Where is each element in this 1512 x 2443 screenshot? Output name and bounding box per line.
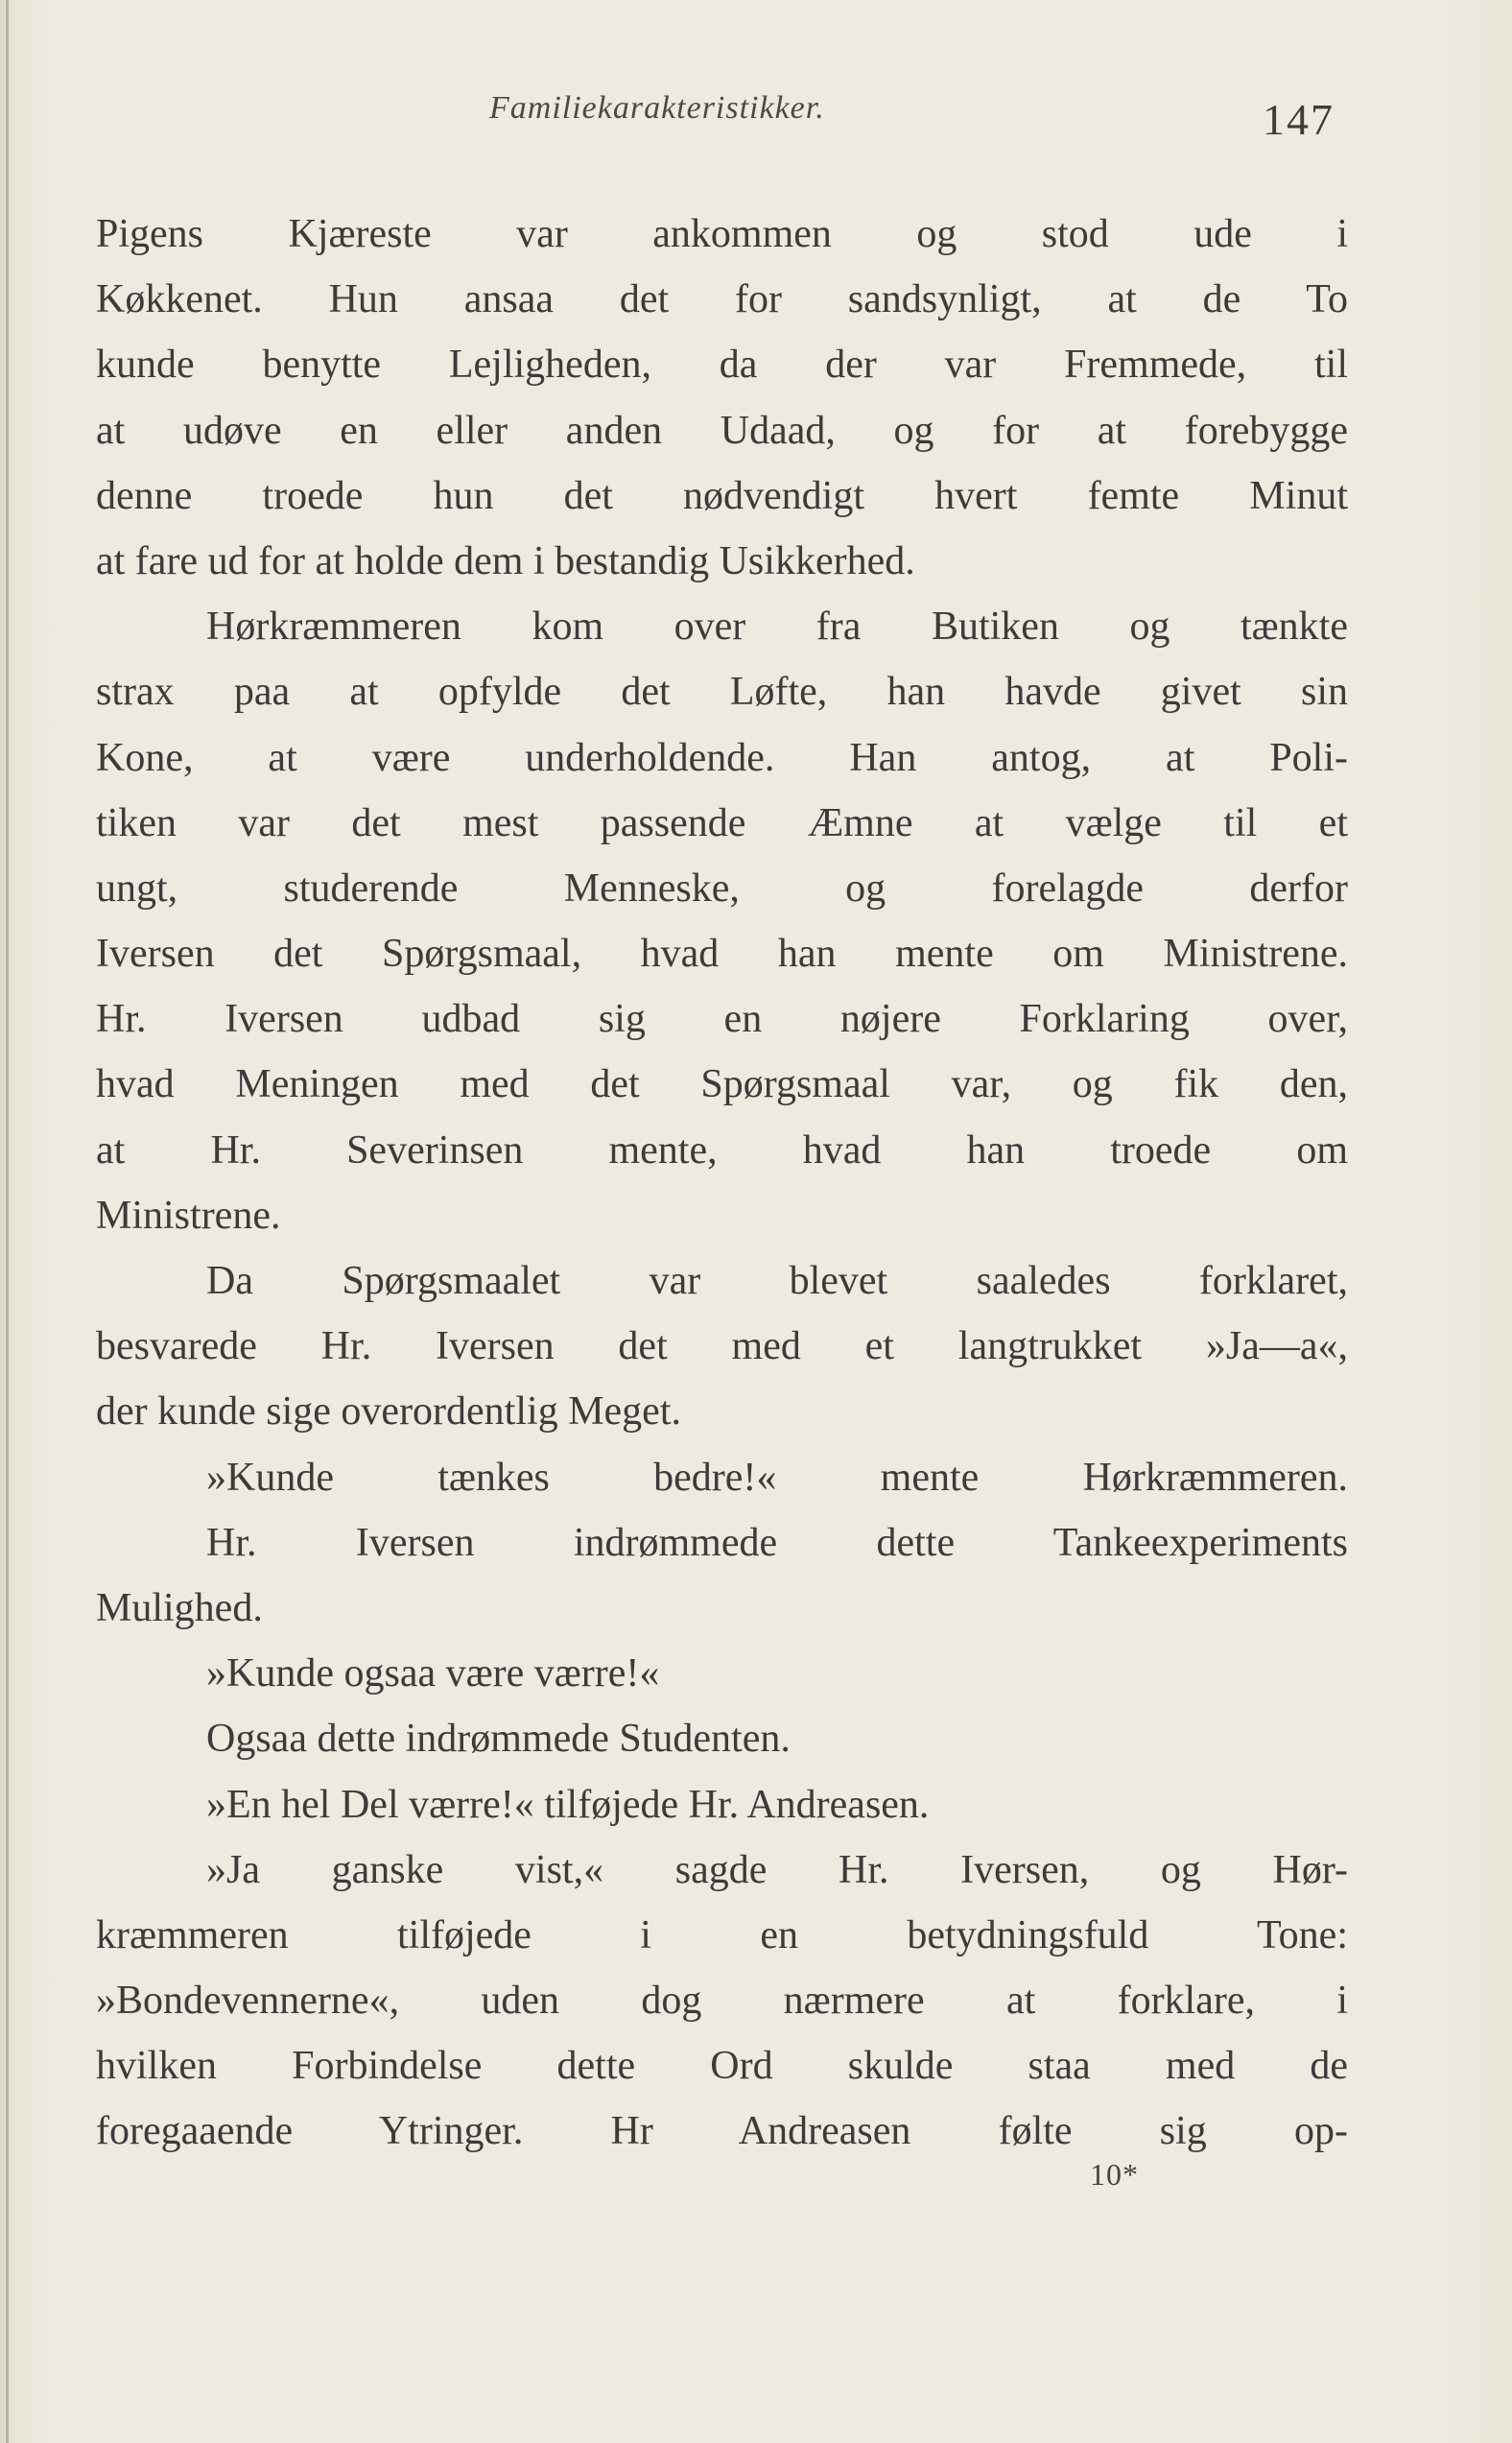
running-head <box>0 84 1512 142</box>
text-line: kræmmeren tilføjede i en betydningsfuld Tone: <box>96 1912 1348 1957</box>
text-line: ungt, studerende Menneske, og forelagde derfor <box>96 866 1348 911</box>
text-line: »En hel Del værre!« tilføjede Hr. Andreasen. <box>206 1782 930 1827</box>
text-line: hvilken Forbindelse dette Ord skulde staa med de <box>96 2044 1348 2089</box>
page-binding-edge <box>6 0 9 2443</box>
text-line: »Kunde ogsaa være værre!« <box>206 1651 660 1696</box>
text-line: at udøve en eller anden Udaad, og for at forebygge <box>96 408 1348 453</box>
text-line: kunde benytte Lejligheden, da der var Fremmede, til <box>96 343 1348 388</box>
text-line: Hørkræmmeren kom over fra Butiken og tænkte <box>206 605 1348 650</box>
text-line: Pigens Kjæreste var ankommen og stod ude i <box>96 212 1348 256</box>
text-line: foregaaende Ytringer. Hr Andreasen følte sig op- <box>96 2109 1348 2154</box>
text-line: Hr. Iversen indrømmede dette Tankeexperiments <box>206 1520 1348 1565</box>
text-line: Mulighed. <box>96 1585 263 1630</box>
text-line: besvarede Hr. Iversen det med et langtrukket »Ja—a«, <box>96 1324 1348 1369</box>
body-text <box>96 202 1348 2165</box>
text-line: denne troede hun det nødvendigt hvert femte Minut <box>96 473 1348 518</box>
text-line: at Hr. Severinsen mente, hvad han troede om <box>96 1127 1348 1173</box>
text-line: »Kunde tænkes bedre!« mente Hørkræmmeren. <box>206 1455 1348 1500</box>
text-line: »Bondevennerne«, uden dog nærmere at forklare, i <box>96 1979 1348 2024</box>
text-line: strax paa at opfylde det Løfte, han havde givet sin <box>96 670 1348 715</box>
text-line: Da Spørgsmaalet var blevet saaledes forklaret, <box>206 1259 1348 1303</box>
running-title: Familiekarakteristikker. <box>489 90 825 126</box>
text-line: Ministrene. <box>96 1193 281 1238</box>
text-line: Ogsaa dette indrømmede Studenten. <box>206 1717 791 1762</box>
text-line: der kunde sige overordentlig Meget. <box>96 1389 681 1435</box>
text-line: Kone, at være underholdende. Han antog, at Poli- <box>96 735 1348 780</box>
text-line: »Ja ganske vist,« sagde Hr. Iversen, og Hør- <box>206 1847 1348 1892</box>
text-line: Hr. Iversen udbad sig en nøjere Forklaring over, <box>96 997 1348 1042</box>
text-line: Iversen det Spørgsmaal, hvad han mente om Ministrene. <box>96 932 1348 977</box>
text-line: at fare ud for at holde dem i bestandig Usikkerhed. <box>96 538 915 583</box>
text-line: hvad Meningen med det Spørgsmaal var, og fik den, <box>96 1062 1348 1107</box>
page-number: 147 <box>1263 95 1335 144</box>
text-line: tiken var det mest passende Æmne at vælge til et <box>96 800 1348 845</box>
text-line: Køkkenet. Hun ansaa det for sandsynligt, at de To <box>96 277 1348 322</box>
signature-mark: 10* <box>1090 2157 1139 2192</box>
